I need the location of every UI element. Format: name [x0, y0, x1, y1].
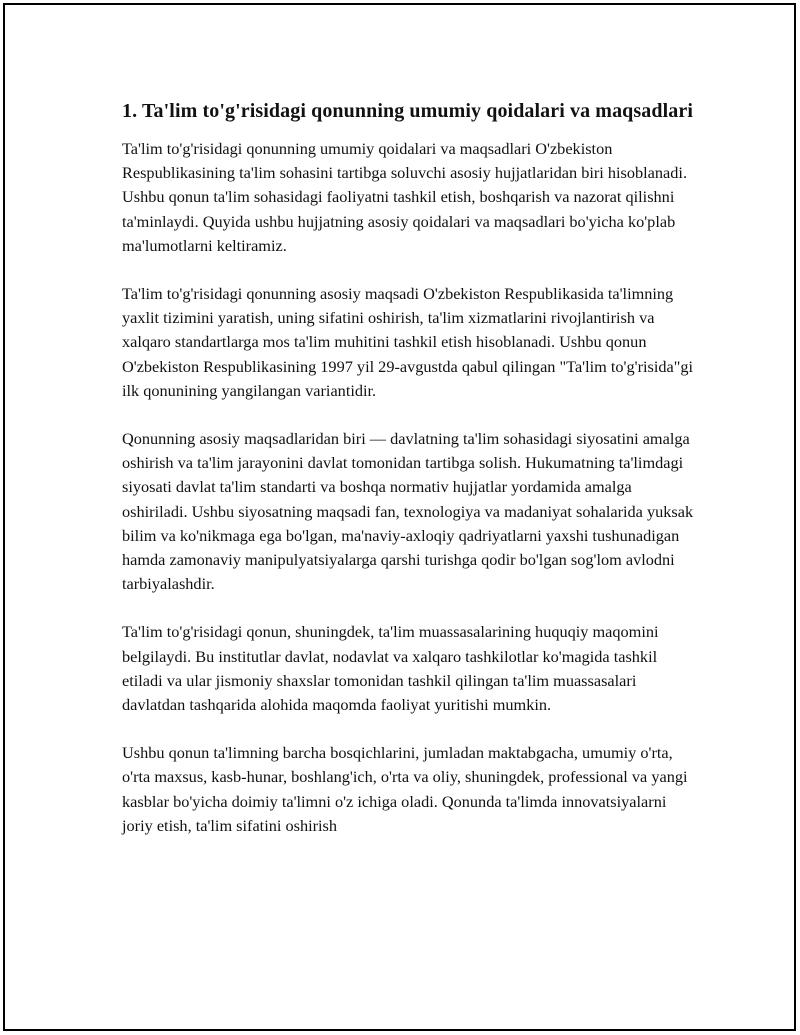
document-body — [122, 97, 697, 862]
paragraph: Ushbu qonun ta'limning barcha bosqichlarini, jumladan maktabgacha, umumiy o'rta, o'rta maxsus, kasb-hunar, boshlang'ich, o'rta va oliy, shuningdek, professional va yangi kasblar bo'yicha doimiy ta'limni o'z ichiga oladi. Qonunda ta'limda innovatsiyalarni joriy etish, ta'lim sifatini oshirish — [122, 743, 688, 835]
paragraph: Ta'lim to'g'risidagi qonunning asosiy maqsadi O'zbekiston Respublikasida ta'limning yaxlit tizimini yaratish, uning sifatini oshirish, ta'lim xizmatlarini rivojlantirish va xalqaro standartlarga mos ta'lim muhitini tashkil etish hisoblanadi. Ushbu qonun O'zbekiston Respublikasining 1997 yil 29-avgustda qabul qilingan "Ta'lim to'g'risida"gi ilk qonunining yangilangan variantidir. — [122, 284, 694, 400]
section-heading: 1. Ta'lim to'g'risidagi qonunning umumiy qoidalari va maqsadlari — [122, 100, 693, 122]
paragraph: Ta'lim to'g'risidagi qonunning umumiy qoidalari va maqsadlari O'zbekiston Respublikasining ta'lim sohasini tartibga soluvchi asosiy hujjatlaridan biri hisoblanadi. Ushbu qonun ta'lim sohasidagi faoliyatni tashkil etish, boshqarish va nazorat qilishni ta'minlaydi. Quyida ushbu hujjatning asosiy qoidalari va maqsadlari bo'yicha ko'plab ma'lumotlarni keltiramiz. — [122, 139, 688, 255]
paragraph: Qonunning asosiy maqsadlaridan biri — davlatning ta'lim sohasidagi siyosatini amalga oshirish va ta'lim jarayonini davlat tomonidan tartibga solish. Hukumatning ta'limdagi siyosati davlat ta'lim standarti va boshqa normativ hujjatlar yordamida amalga oshiriladi. Ushbu siyosatning maqsadi fan, texnologiya va madaniyat sohalarida yuksak bilim va ko'nikmaga ega bo'lgan, ma'naviy-axloqiy qadriyatlarni yaxshi tushunadigan hamda zamonaviy manipulyatsiyalarga qarshi turishga qodir bo'lgan sog'lom avlodni tarbiyalashdir. — [122, 429, 694, 594]
document-page — [3, 3, 796, 1031]
paragraph: Ta'lim to'g'risidagi qonun, shuningdek, ta'lim muassasalarining huquqiy maqomini belgilaydi. Bu institutlar davlat, nodavlat va xalqaro tashkilotlar ko'magida tashkil etiladi va ular jismoniy shaxslar tomonidan tashkil qilingan ta'lim muassasalari davlatdan tashqarida alohida maqomda faoliyat yuritishi mumkin. — [122, 622, 659, 715]
